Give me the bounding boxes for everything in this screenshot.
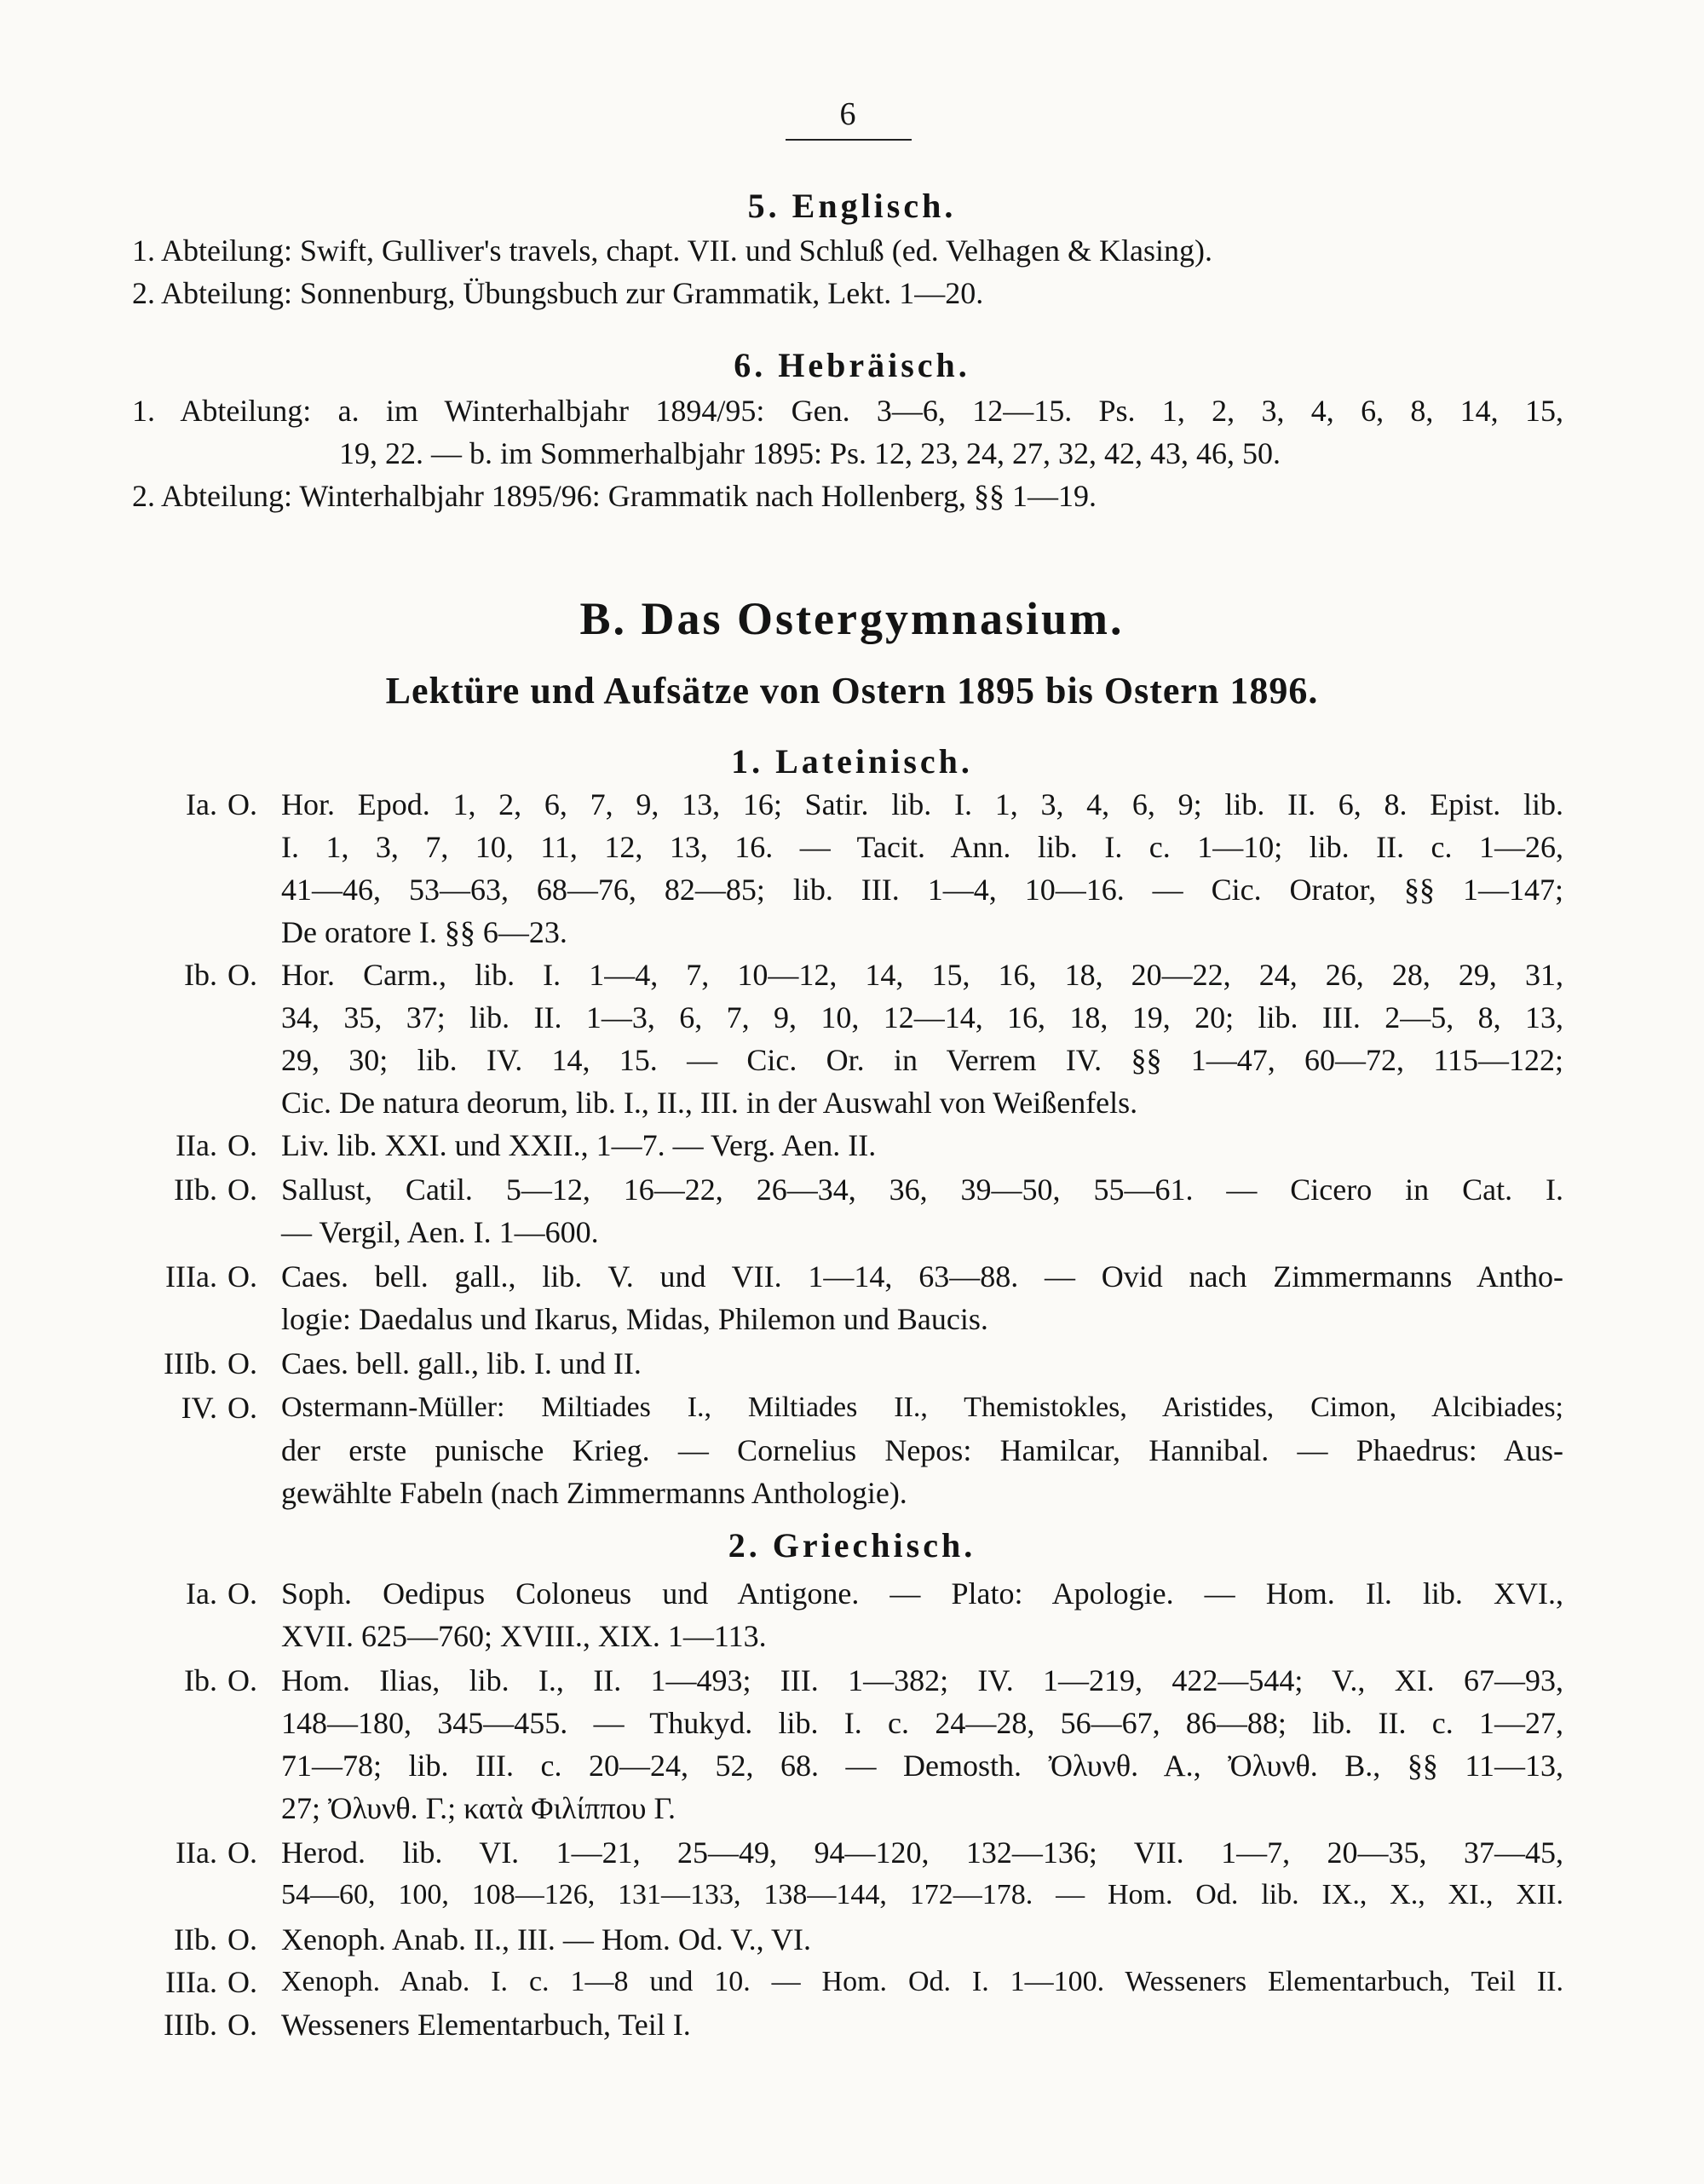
entry-line: 148—180, 345—455. — Thukyd. lib. I. c. 24—28, 56—67, 86—88; lib. II. c. 1—27,	[281, 1706, 1563, 1740]
entry-line: I. 1, 3, 7, 10, 11, 12, 13, 16. — Tacit. Ann. lib. I. c. 1—10; lib. II. c. 1—26,	[281, 830, 1563, 864]
class-o-label: O.	[227, 1128, 257, 1162]
entry-line: De oratore I. §§ 6—23.	[281, 915, 567, 949]
class-label: Ia.	[186, 1576, 217, 1611]
entry-line: 34, 35, 37; lib. II. 1—3, 6, 7, 9, 10, 12—14, 16, 18, 19, 20; lib. III. 2—5, 8, 13,	[281, 1000, 1563, 1034]
entry-line: Ostermann-Müller: Miltiades I., Miltiades II., Themistokles, Aristides, Cimon, Alcibiades;	[281, 1392, 1563, 1423]
entry-line: XVII. 625—760; XVIII., XIX. 1—113.	[281, 1619, 767, 1653]
class-o-label: O.	[227, 1922, 257, 1956]
entry-line: Caes. bell. gall., lib. I. und II.	[281, 1346, 642, 1380]
entry-line: Wesseners Elementarbuch, Teil I.	[281, 2008, 691, 2042]
entry-line: 71—78; lib. III. c. 20—24, 52, 68. — Demosth. Ὀλυνθ. Α., Ὀλυνθ. Β., §§ 11—13,	[281, 1749, 1563, 1783]
entry-line: 41—46, 53—63, 68—76, 82—85; lib. III. 1—4, 10—16. — Cic. Orator, §§ 1—147;	[281, 873, 1563, 907]
entry-line: Sallust, Catil. 5—12, 16—22, 26—34, 36, 39—50, 55—61. — Cicero in Cat. I.	[281, 1173, 1563, 1207]
class-label: IV.	[181, 1391, 217, 1425]
class-label: IIIa.	[165, 1259, 217, 1294]
class-label: IIa.	[176, 1835, 217, 1870]
section-heading-lateinisch: 1. Lateinisch.	[731, 742, 973, 781]
class-o-label: O.	[227, 787, 257, 821]
entry-line: Xenoph. Anab. I. c. 1—8 und 10. — Hom. Od. I. 1—100. Wesseners Elementarbuch, Teil II.	[281, 1966, 1563, 1997]
englisch-line-1: 1. Abteilung: Swift, Gulliver's travels, chapt. VII. und Schluß (ed. Velhagen & Klasing).	[132, 233, 1212, 268]
class-o-label: O.	[227, 1346, 257, 1380]
entry-line: Hom. Ilias, lib. I., II. 1—493; III. 1—382; IV. 1—219, 422—544; V., XI. 67—93,	[281, 1663, 1563, 1697]
entry-line: Liv. lib. XXI. und XXII., 1—7. — Verg. Aen. II.	[281, 1128, 877, 1162]
class-label: IIIa.	[165, 1965, 217, 1999]
class-o-label: O.	[227, 1391, 257, 1425]
page-number-rule	[786, 139, 912, 141]
class-o-label: O.	[227, 1576, 257, 1611]
entry-line: Soph. Oedipus Coloneus und Antigone. — Plato: Apologie. — Hom. Il. lib. XVI.,	[281, 1576, 1563, 1611]
class-label: IIIb.	[164, 2008, 217, 2042]
class-label: Ib.	[184, 1663, 217, 1697]
entry-line: — Vergil, Aen. I. 1—600.	[281, 1215, 599, 1249]
entry-line: Caes. bell. gall., lib. V. und VII. 1—14, 63—88. — Ovid nach Zimmermanns Antho-	[281, 1259, 1563, 1294]
entry-line: Hor. Carm., lib. I. 1—4, 7, 10—12, 14, 15, 16, 18, 20—22, 24, 26, 28, 29, 31,	[281, 958, 1563, 992]
section-heading-englisch: 5. Englisch.	[747, 187, 957, 225]
hebraeisch-line-1: 1. Abteilung: a. im Winterhalbjahr 1894/95: Gen. 3—6, 12—15. Ps. 1, 2, 3, 4, 6, 8, 14, 15,	[132, 394, 1563, 428]
entry-line: 54—60, 100, 108—126, 131—133, 138—144, 172—178. — Hom. Od. lib. IX., X., XI., XII.	[281, 1879, 1563, 1910]
section-heading-hebraeisch: 6. Hebräisch.	[734, 346, 970, 384]
entry-line: 29, 30; lib. IV. 14, 15. — Cic. Or. in Verrem IV. §§ 1—47, 60—72, 115—122;	[281, 1043, 1563, 1077]
entry-line: Hor. Epod. 1, 2, 6, 7, 9, 13, 16; Satir. lib. I. 1, 3, 4, 6, 9; lib. II. 6, 8. Epist. lib.	[281, 787, 1563, 821]
class-o-label: O.	[227, 1663, 257, 1697]
class-label: IIa.	[176, 1128, 217, 1162]
part-b-subheading: Lektüre und Aufsätze von Ostern 1895 bis Ostern 1896.	[385, 670, 1319, 712]
class-o-label: O.	[227, 958, 257, 992]
entry-line: gewählte Fabeln (nach Zimmermanns Anthologie).	[281, 1476, 907, 1510]
class-label: IIb.	[174, 1173, 217, 1207]
page-number: 6	[839, 96, 856, 132]
class-o-label: O.	[227, 1965, 257, 1999]
class-label: Ia.	[186, 787, 217, 821]
section-heading-griechisch: 2. Griechisch.	[728, 1526, 976, 1565]
part-b-heading: B. Das Ostergymnasium.	[579, 593, 1125, 644]
entry-line: logie: Daedalus und Ikarus, Midas, Philemon und Baucis.	[281, 1302, 988, 1336]
class-label: IIb.	[174, 1922, 217, 1956]
entry-line: Cic. De natura deorum, lib. I., II., III. in der Auswahl von Weißenfels.	[281, 1086, 1138, 1120]
entry-line: 27; Ὀλυνθ. Γ.; κατὰ Φιλίππου Γ.	[281, 1791, 676, 1825]
class-o-label: O.	[227, 1173, 257, 1207]
entry-line: Herod. lib. VI. 1—21, 25—49, 94—120, 132—136; VII. 1—7, 20—35, 37—45,	[281, 1835, 1563, 1870]
class-o-label: O.	[227, 1259, 257, 1294]
class-label: Ib.	[184, 958, 217, 992]
hebraeisch-line-2: 19, 22. — b. im Sommerhalbjahr 1895: Ps. 12, 23, 24, 27, 32, 42, 43, 46, 50.	[339, 436, 1281, 470]
class-o-label: O.	[227, 2008, 257, 2042]
hebraeisch-line-3: 2. Abteilung: Winterhalbjahr 1895/96: Grammatik nach Hollenberg, §§ 1—19.	[132, 479, 1097, 513]
class-label: IIIb.	[164, 1346, 217, 1380]
class-o-label: O.	[227, 1835, 257, 1870]
entry-line: der erste punische Krieg. — Cornelius Nepos: Hamilcar, Hannibal. — Phaedrus: Aus-	[281, 1433, 1563, 1467]
englisch-line-2: 2. Abteilung: Sonnenburg, Übungsbuch zur Grammatik, Lekt. 1—20.	[132, 276, 984, 310]
entry-line: Xenoph. Anab. II., III. — Hom. Od. V., VI.	[281, 1922, 811, 1956]
